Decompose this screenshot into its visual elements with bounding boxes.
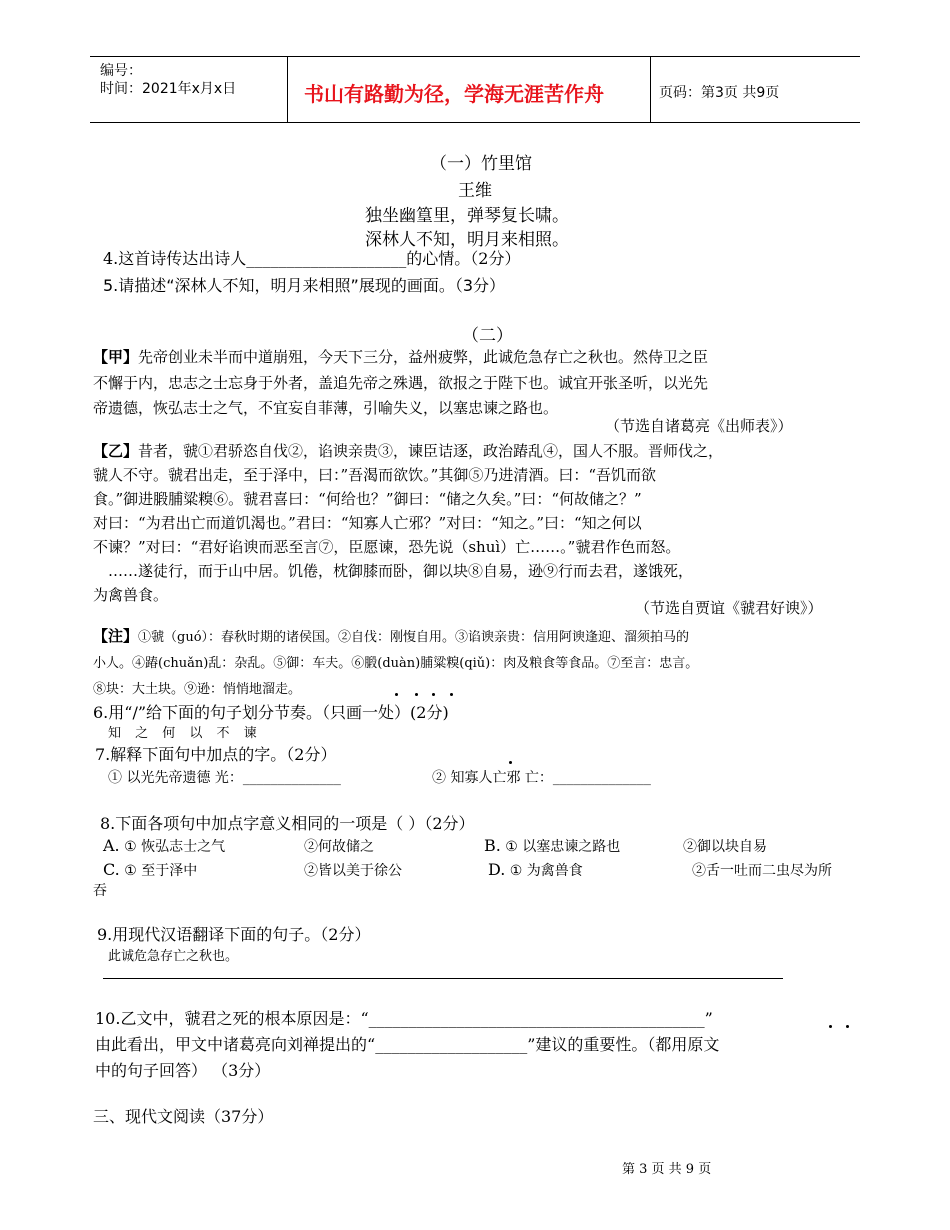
q10-text-3: ”建议的重要性。（都用原文 <box>527 1035 720 1054</box>
q8-d-label: D. <box>488 860 506 879</box>
header-motto: 书山有路勤为径，学海无涯苦作舟 <box>304 82 604 106</box>
yi-line-5: 不谏？”对曰：“君好谄谀而恶至言⑦，臣愿谏，恐先说（shuì）亡……。”虢君作色而怒。 <box>93 538 681 556</box>
yi-source: （节选自贾谊《虢君好谀》） <box>635 599 823 617</box>
poem-line-2: 深林人不知，明月来相照。 <box>365 230 569 250</box>
header-time: 时间：2021年x月x日 <box>100 81 237 97</box>
q9-sentence: 此诚危急存亡之秋也。 <box>108 949 239 964</box>
q8-c1: ① 至于泽中 <box>124 863 198 879</box>
q10-answer-2[interactable]: ___________________ <box>375 1035 528 1054</box>
q9-answer-line[interactable] <box>103 978 783 979</box>
emphasis-dot <box>395 693 398 696</box>
yi-text-1: 昔者，虢①君骄恣自伐②，谄谀亲贵③，谏臣诘逐，政治踳乱④，国人不服。晋师伐之， <box>138 442 724 460</box>
q8-d1: ① 为禽兽食 <box>509 863 583 879</box>
yi-line-4: 对曰：“为君出亡而道饥渴也。”君曰：“知寡人亡邪？”对曰：“知之。”曰：“知之何以 <box>93 514 642 532</box>
question-5: 5.请描述“深林人不知，明月来相照”展现的画面。（3分） <box>103 276 506 295</box>
header-divider-left <box>287 56 288 122</box>
question-8: 8.下面各项句中加点字意义相同的一项是（ ）（2分） <box>100 814 475 833</box>
q8-option-d[interactable] <box>488 860 583 880</box>
jia-line-3: 帝遗德，恢弘志士之气，不宜妄自菲薄，引喻失义，以塞忠谏之路也。 <box>93 399 559 417</box>
note-text-1: ①虢（guó）：春秋时期的诸侯国。②自伐：刚愎自用。③谄谀亲贵：信用阿谀逢迎、溜须拍马的 <box>138 630 690 645</box>
poem-title: （一）竹里馆 <box>430 154 532 174</box>
yi-label: 【乙】 <box>93 442 139 460</box>
q4-answer-blank[interactable]: ____________________ <box>246 249 407 268</box>
q8-a-label: A. <box>103 836 120 855</box>
yi-line-3: 食。”御进腶脯粱糗⑥。虢君喜曰：“何给也？”御曰：“储之久矣。”曰：“何故储之？” <box>93 490 642 508</box>
jia-label: 【甲】 <box>93 348 139 366</box>
emphasis-dot <box>415 693 418 696</box>
header-top-rule <box>90 56 860 57</box>
q4-points: 的心情。（2分） <box>406 249 521 268</box>
note-line-3: ⑧块：大土块。⑨逊：悄悄地溜走。 <box>93 682 302 697</box>
q10-answer-1[interactable]: __________________________________________ <box>368 1009 705 1028</box>
yi-line-6: ……遂徒行，而于山中居。饥倦，枕御膝而卧，御以块⑧自易，逊⑨行而去君，遂饿死， <box>108 562 694 580</box>
section-2-title: （二） <box>462 326 513 346</box>
emphasis-dot <box>829 1025 832 1028</box>
q10-line-3: 中的句子回答） （3分） <box>95 1061 271 1080</box>
q8-a1: ① 恢弘志士之气 <box>124 839 226 855</box>
q8-d2-continued: 吞 <box>93 883 107 899</box>
q8-a2: ②何故储之 <box>304 839 374 855</box>
q10-text-1: 10.乙文中，虢君之死的根本原因是：“ <box>95 1009 369 1028</box>
yi-line-2: 虢人不守。虢君出走，至于泽中，曰：”吾渴而欲饮。”其御⑤乃进清酒。曰：“吾饥而欲 <box>93 466 657 484</box>
q7-item-1-text: ① 以光先帝遗德 光： <box>108 770 243 786</box>
jia-line-2: 不懈于内，忠志之士忘身于外者，盖追先帝之殊遇，欲报之于陛下也。诚宜开张圣听，以光先 <box>93 374 709 392</box>
q4-text: 4.这首诗传达出诗人 <box>103 249 247 268</box>
poem-author: 王维 <box>458 181 492 201</box>
question-6: 6.用“/”给下面的句子划分节奏。（只画一处）(2分) <box>93 703 449 722</box>
poem-line-1: 独坐幽篁里，弹琴复长啸。 <box>365 206 569 226</box>
q10-line-1 <box>95 1006 713 1029</box>
q8-b-label: B. <box>484 836 501 855</box>
emphasis-dot <box>846 1025 849 1028</box>
q7-answer-1[interactable]: ______________ <box>242 770 341 786</box>
q7-item-2 <box>432 767 651 787</box>
q8-option-b[interactable] <box>484 836 620 856</box>
q7-item-1 <box>108 767 341 787</box>
jia-text-1: 先帝创业未半而中道崩殂，今天下三分，益州疲弊，此诚危急存亡之秋也。然侍卫之臣 <box>138 348 709 366</box>
emphasis-dot <box>509 761 512 764</box>
emphasis-dot <box>432 693 435 696</box>
yi-line-7: 为禽兽食。 <box>93 586 169 604</box>
header-bottom-rule <box>90 122 860 123</box>
q8-c2: ②皆以美于徐公 <box>304 863 402 879</box>
q10-close-quote: ” <box>704 1009 713 1028</box>
q7-item-2-text: ② 知寡人亡邪 亡： <box>432 770 553 786</box>
yi-line-1 <box>93 440 723 461</box>
note-line-2: 小人。④踳(chuǎn)乱：杂乱。⑤御：车夫。⑥腶(duàn)脯粱糗(qiǔ)：肉及粮食等食品。⑦至言：忠言。 <box>93 656 699 671</box>
question-9: 9.用现代汉语翻译下面的句子。（2分） <box>97 925 371 944</box>
note-label: 【注】 <box>93 627 139 645</box>
header-page-info: 页码：第3页 共9页 <box>659 85 780 101</box>
q8-b1: ① 以塞忠谏之路也 <box>505 839 621 855</box>
q8-b2: ②御以块自易 <box>683 839 767 855</box>
jia-line-1 <box>93 346 708 367</box>
q6-sentence[interactable]: 知 之 何 以 不 谏 <box>108 726 257 741</box>
header-number-label: 编号： <box>100 63 142 79</box>
header-divider-right <box>650 56 651 122</box>
q7-answer-2[interactable]: ______________ <box>552 770 651 786</box>
section-3-title: 三、现代文阅读（37分） <box>93 1107 274 1126</box>
q8-d2: ②舌一吐而二虫尽为所 <box>692 863 832 879</box>
q10-text-2: 由此看出，甲文中诸葛亮向刘禅提出的“ <box>95 1035 376 1054</box>
q10-line-2 <box>95 1032 719 1055</box>
question-4 <box>103 246 520 269</box>
page-footer: 第 3 页 共 9 页 <box>622 1162 712 1177</box>
question-7: 7.解释下面句中加点的字。（2分） <box>95 745 337 764</box>
emphasis-dot <box>450 693 453 696</box>
q8-c-label: C. <box>103 860 120 879</box>
q8-option-c[interactable] <box>103 860 197 880</box>
q8-option-a[interactable] <box>103 836 225 856</box>
note-line-1 <box>93 625 689 646</box>
jia-source: （节选自诸葛亮《出师表》） <box>605 417 793 435</box>
